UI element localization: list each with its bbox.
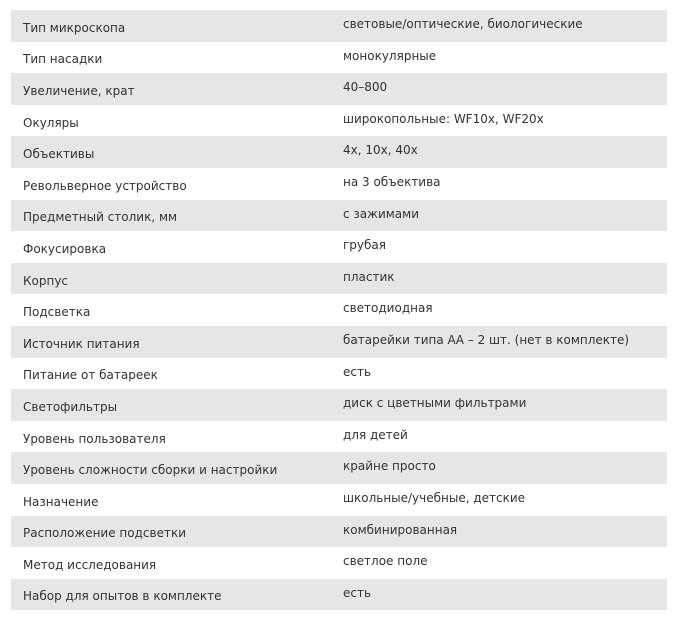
- spec-row: [11, 73, 667, 105]
- spec-label: Питание от батареек: [23, 368, 158, 383]
- spec-value: 4x, 10x, 40x: [343, 143, 418, 158]
- spec-label: Светофильтры: [23, 399, 118, 414]
- spec-row: [11, 579, 667, 611]
- spec-label: Револьверное устройство: [23, 178, 187, 193]
- spec-value: батарейки типа АА – 2 шт. (нет в комплекте): [343, 332, 630, 347]
- spec-row: [11, 421, 667, 453]
- spec-row: [11, 294, 667, 326]
- spec-label: Набор для опытов в комплекте: [23, 589, 222, 604]
- spec-label: Источник питания: [23, 336, 140, 351]
- spec-value: комбинированная: [343, 522, 458, 537]
- spec-value: есть: [343, 364, 372, 379]
- spec-label: Назначение: [23, 494, 99, 509]
- spec-value: есть: [343, 585, 372, 600]
- spec-label: Подсветка: [23, 305, 91, 320]
- spec-label: Предметный столик, мм: [23, 210, 178, 225]
- spec-label: Увеличение, крат: [23, 83, 135, 98]
- spec-row: [11, 105, 667, 137]
- spec-label: Окуляры: [23, 115, 79, 130]
- spec-row: [11, 358, 667, 390]
- spec-value: для детей: [343, 427, 408, 442]
- spec-label: Объективы: [23, 147, 95, 162]
- spec-row: [11, 389, 667, 421]
- spec-value: грубая: [343, 238, 386, 253]
- spec-row: [11, 136, 667, 168]
- spec-label: Тип насадки: [23, 52, 103, 67]
- spec-row: [11, 263, 667, 295]
- spec-row: [11, 231, 667, 263]
- spec-label: Корпус: [23, 273, 69, 288]
- spec-label: Фокусировка: [23, 241, 107, 256]
- spec-value: светлое поле: [343, 554, 428, 569]
- spec-value: школьные/учебные, детские: [343, 490, 526, 505]
- spec-row: [11, 484, 667, 516]
- spec-table: [11, 10, 667, 610]
- spec-value: крайне просто: [343, 459, 436, 474]
- spec-value: широкопольные: WF10x, WF20x: [343, 111, 544, 126]
- spec-value: на 3 объектива: [343, 174, 441, 189]
- spec-row: [11, 200, 667, 232]
- spec-value: с зажимами: [343, 206, 420, 221]
- spec-value: световые/оптические, биологические: [343, 17, 583, 31]
- spec-value: монокулярные: [343, 48, 437, 63]
- spec-value: пластик: [343, 269, 395, 284]
- spec-row: [11, 10, 667, 42]
- spec-value: светодиодная: [343, 301, 433, 316]
- spec-label: Расположение подсветки: [23, 526, 186, 541]
- spec-row: [11, 326, 667, 358]
- spec-value: диск с цветными фильтрами: [343, 396, 527, 411]
- spec-row: [11, 452, 667, 484]
- spec-row: [11, 168, 667, 200]
- spec-label: Тип микроскопа: [23, 20, 126, 35]
- spec-row: [11, 516, 667, 548]
- spec-label: Метод исследования: [23, 557, 157, 572]
- spec-row: [11, 547, 667, 579]
- spec-label: Уровень пользователя: [23, 431, 166, 446]
- spec-row: [11, 42, 667, 74]
- spec-value: 40–800: [343, 80, 388, 95]
- spec-label: Уровень сложности сборки и настройки: [23, 463, 278, 478]
